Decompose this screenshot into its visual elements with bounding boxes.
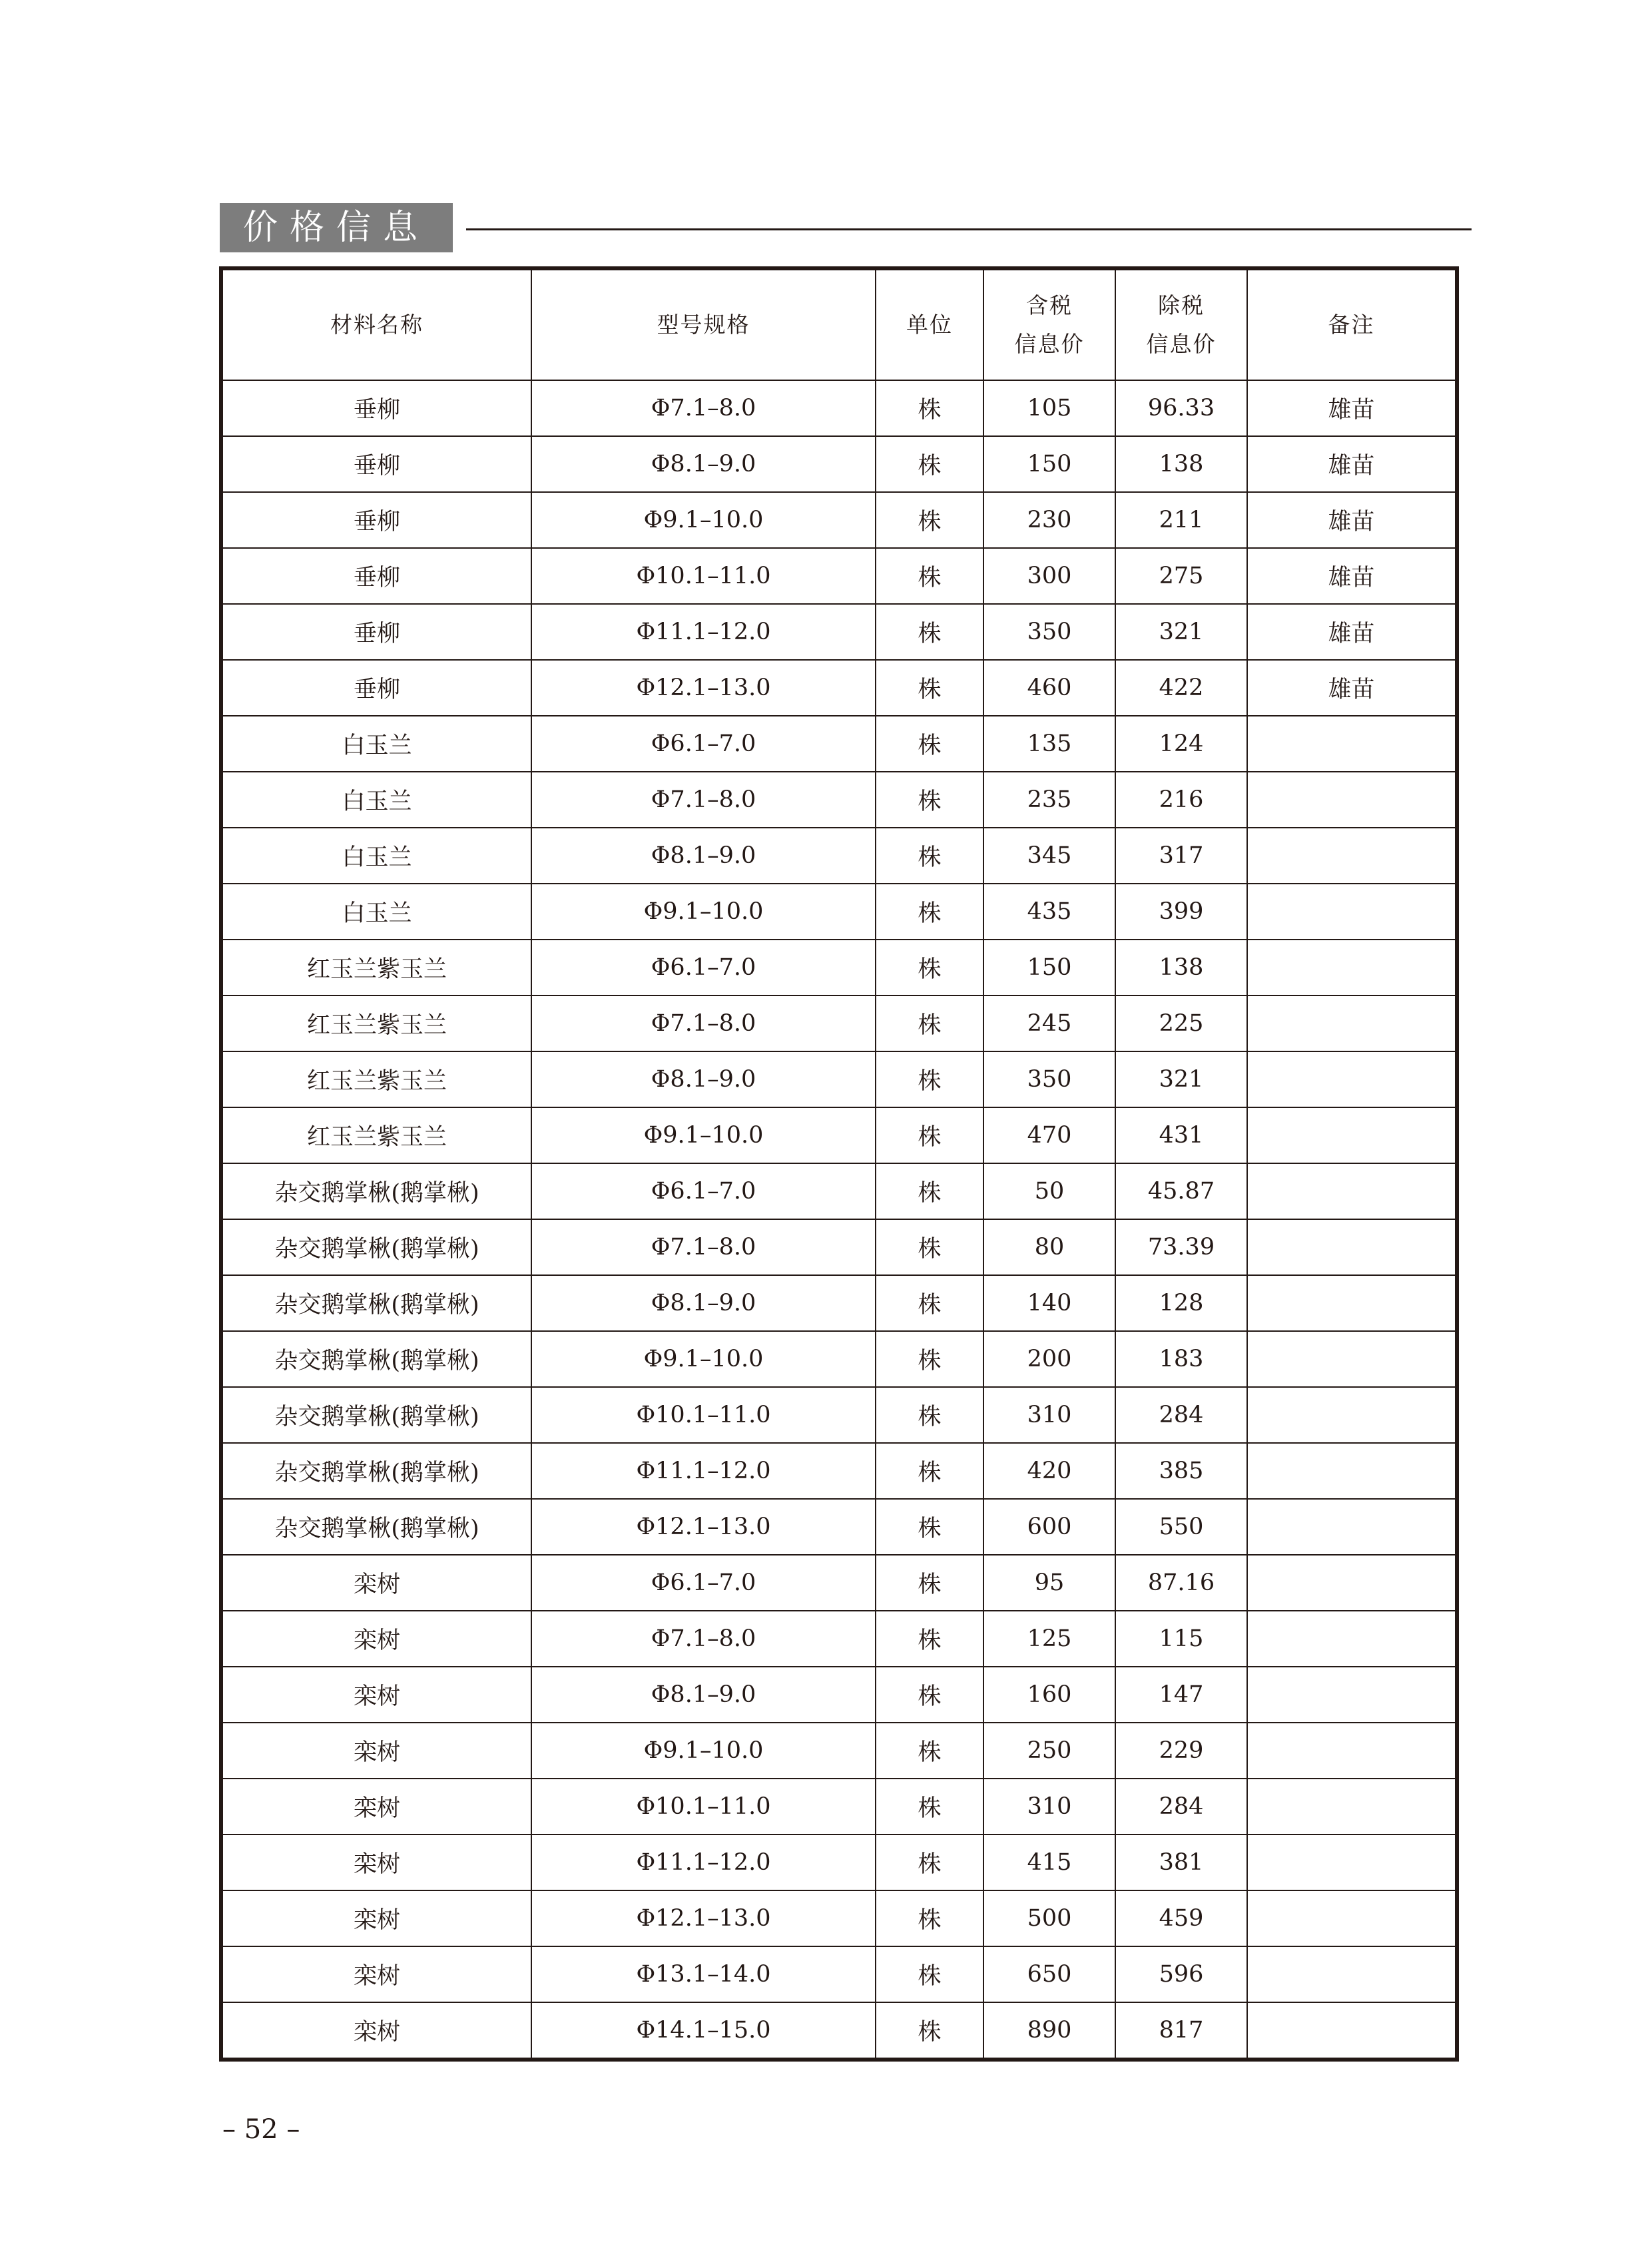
cell-note: [1247, 1051, 1457, 1107]
cell-price-without-tax: 73.39: [1115, 1219, 1247, 1275]
cell-price-without-tax: 431: [1115, 1107, 1247, 1163]
table-row: [221, 1051, 1457, 1107]
cell-note: [1247, 2002, 1457, 2060]
cell-price-without-tax: 399: [1115, 884, 1247, 940]
cell-name: 垂柳: [221, 380, 531, 436]
cell-price-with-tax: 310: [983, 1387, 1115, 1443]
cell-note: [1247, 1890, 1457, 1946]
table-row: [221, 1443, 1457, 1499]
cell-name: 白玉兰: [221, 828, 531, 884]
cell-spec: Φ13.1–14.0: [531, 1946, 876, 2002]
cell-spec: Φ14.1–15.0: [531, 2002, 876, 2060]
cell-price-without-tax: 459: [1115, 1890, 1247, 1946]
cell-note: 雄苗: [1247, 548, 1457, 604]
cell-price-with-tax: 50: [983, 1163, 1115, 1219]
cell-name: 栾树: [221, 2002, 531, 2060]
cell-spec: Φ9.1–10.0: [531, 492, 876, 548]
cell-note: [1247, 1275, 1457, 1331]
cell-price-with-tax: 890: [983, 2002, 1115, 2060]
cell-spec: Φ7.1–8.0: [531, 1219, 876, 1275]
table-row: [221, 716, 1457, 772]
cell-spec: Φ9.1–10.0: [531, 1107, 876, 1163]
cell-unit: 株: [876, 1890, 983, 1946]
cell-spec: Φ7.1–8.0: [531, 380, 876, 436]
cell-name: 红玉兰紫玉兰: [221, 995, 531, 1051]
cell-name: 红玉兰紫玉兰: [221, 940, 531, 995]
page-number: – 52 –: [222, 2114, 300, 2145]
cell-unit: 株: [876, 1107, 983, 1163]
cell-name: 垂柳: [221, 492, 531, 548]
cell-spec: Φ12.1–13.0: [531, 660, 876, 716]
cell-unit: 株: [876, 1219, 983, 1275]
cell-price-with-tax: 345: [983, 828, 1115, 884]
cell-price-with-tax: 350: [983, 604, 1115, 660]
cell-name: 杂交鹅掌楸(鹅掌楸): [221, 1219, 531, 1275]
cell-spec: Φ9.1–10.0: [531, 884, 876, 940]
section-divider: [466, 228, 1472, 230]
table-row: [221, 380, 1457, 436]
cell-price-without-tax: 422: [1115, 660, 1247, 716]
cell-note: [1247, 1499, 1457, 1555]
cell-price-with-tax: 105: [983, 380, 1115, 436]
cell-spec: Φ11.1–12.0: [531, 1835, 876, 1890]
cell-note: [1247, 716, 1457, 772]
cell-price-with-tax: 200: [983, 1331, 1115, 1387]
cell-unit: 株: [876, 1275, 983, 1331]
cell-price-without-tax: 317: [1115, 828, 1247, 884]
cell-name: 白玉兰: [221, 716, 531, 772]
table-row: [221, 1107, 1457, 1163]
cell-price-with-tax: 150: [983, 940, 1115, 995]
cell-price-with-tax: 135: [983, 716, 1115, 772]
cell-name: 垂柳: [221, 660, 531, 716]
cell-unit: 株: [876, 2002, 983, 2060]
cell-note: [1247, 1163, 1457, 1219]
cell-unit: 株: [876, 1779, 983, 1835]
cell-note: [1247, 1723, 1457, 1779]
cell-name: 杂交鹅掌楸(鹅掌楸): [221, 1163, 531, 1219]
cell-spec: Φ9.1–10.0: [531, 1331, 876, 1387]
cell-spec: Φ8.1–9.0: [531, 1051, 876, 1107]
cell-price-with-tax: 600: [983, 1499, 1115, 1555]
cell-price-with-tax: 150: [983, 436, 1115, 492]
cell-name: 杂交鹅掌楸(鹅掌楸): [221, 1443, 531, 1499]
cell-name: 杂交鹅掌楸(鹅掌楸): [221, 1499, 531, 1555]
table-row: [221, 995, 1457, 1051]
cell-note: [1247, 1555, 1457, 1611]
cell-name: 垂柳: [221, 436, 531, 492]
cell-name: 栾树: [221, 1723, 531, 1779]
cell-note: [1247, 772, 1457, 828]
cell-name: 栾树: [221, 1946, 531, 2002]
table-row: [221, 604, 1457, 660]
cell-spec: Φ8.1–9.0: [531, 1275, 876, 1331]
cell-price-with-tax: 160: [983, 1667, 1115, 1723]
table-row: [221, 1611, 1457, 1667]
cell-price-without-tax: 817: [1115, 2002, 1247, 2060]
cell-spec: Φ8.1–9.0: [531, 436, 876, 492]
cell-price-with-tax: 95: [983, 1555, 1115, 1611]
column-header-price-without-tax: [1115, 268, 1247, 380]
cell-name: 栾树: [221, 1667, 531, 1723]
cell-price-without-tax: 211: [1115, 492, 1247, 548]
cell-note: [1247, 940, 1457, 995]
cell-spec: Φ6.1–7.0: [531, 940, 876, 995]
cell-price-without-tax: 128: [1115, 1275, 1247, 1331]
table-body: [221, 380, 1457, 2060]
table-header-row: [221, 268, 1457, 380]
table-row: [221, 548, 1457, 604]
cell-note: [1247, 1946, 1457, 2002]
cell-unit: 株: [876, 380, 983, 436]
cell-spec: Φ10.1–11.0: [531, 548, 876, 604]
cell-price-with-tax: 125: [983, 1611, 1115, 1667]
cell-unit: 株: [876, 1387, 983, 1443]
cell-unit: 株: [876, 995, 983, 1051]
table-row: [221, 1331, 1457, 1387]
cell-price-without-tax: 381: [1115, 1835, 1247, 1890]
cell-spec: Φ7.1–8.0: [531, 772, 876, 828]
cell-unit: 株: [876, 1611, 983, 1667]
cell-price-without-tax: 138: [1115, 436, 1247, 492]
cell-name: 栾树: [221, 1890, 531, 1946]
table-row: [221, 2002, 1457, 2060]
cell-price-without-tax: 87.16: [1115, 1555, 1247, 1611]
cell-price-without-tax: 147: [1115, 1667, 1247, 1723]
cell-price-without-tax: 229: [1115, 1723, 1247, 1779]
cell-price-without-tax: 225: [1115, 995, 1247, 1051]
cell-unit: 株: [876, 660, 983, 716]
cell-price-with-tax: 415: [983, 1835, 1115, 1890]
cell-price-without-tax: 385: [1115, 1443, 1247, 1499]
cell-price-with-tax: 470: [983, 1107, 1115, 1163]
cell-note: [1247, 995, 1457, 1051]
table-row: [221, 940, 1457, 995]
cell-spec: Φ6.1–7.0: [531, 1555, 876, 1611]
cell-name: 栾树: [221, 1779, 531, 1835]
cell-price-with-tax: 350: [983, 1051, 1115, 1107]
cell-spec: Φ10.1–11.0: [531, 1387, 876, 1443]
cell-spec: Φ12.1–13.0: [531, 1890, 876, 1946]
cell-name: 栾树: [221, 1555, 531, 1611]
column-header-unit: 单位: [876, 268, 983, 380]
column-header-spec: 型号规格: [531, 268, 876, 380]
cell-spec: Φ7.1–8.0: [531, 1611, 876, 1667]
cell-name: 栾树: [221, 1835, 531, 1890]
table-row: [221, 1163, 1457, 1219]
column-header-price-with-tax: [983, 268, 1115, 380]
cell-note: [1247, 1611, 1457, 1667]
cell-unit: 株: [876, 436, 983, 492]
table-row: [221, 1499, 1457, 1555]
cell-price-without-tax: 321: [1115, 1051, 1247, 1107]
cell-unit: 株: [876, 604, 983, 660]
cell-spec: Φ11.1–12.0: [531, 604, 876, 660]
cell-note: [1247, 1387, 1457, 1443]
cell-price-without-tax: 115: [1115, 1611, 1247, 1667]
table-row: [221, 1219, 1457, 1275]
cell-note: 雄苗: [1247, 380, 1457, 436]
cell-note: [1247, 1219, 1457, 1275]
header-line: 除税: [1158, 292, 1205, 318]
cell-note: [1247, 828, 1457, 884]
table-row: [221, 1275, 1457, 1331]
table-row: [221, 1946, 1457, 2002]
cell-name: 红玉兰紫玉兰: [221, 1107, 531, 1163]
cell-note: [1247, 1835, 1457, 1890]
cell-unit: 株: [876, 1051, 983, 1107]
cell-price-with-tax: 235: [983, 772, 1115, 828]
cell-price-without-tax: 321: [1115, 604, 1247, 660]
table-row: [221, 772, 1457, 828]
cell-price-with-tax: 140: [983, 1275, 1115, 1331]
cell-name: 垂柳: [221, 548, 531, 604]
table-row: [221, 1779, 1457, 1835]
cell-note: [1247, 884, 1457, 940]
header-line: 信息价: [1014, 331, 1085, 357]
section-title: 价格信息: [220, 203, 453, 252]
cell-note: [1247, 1667, 1457, 1723]
cell-unit: 株: [876, 548, 983, 604]
cell-name: 栾树: [221, 1611, 531, 1667]
cell-spec: Φ10.1–11.0: [531, 1779, 876, 1835]
cell-spec: Φ7.1–8.0: [531, 995, 876, 1051]
cell-spec: Φ9.1–10.0: [531, 1723, 876, 1779]
cell-price-without-tax: 216: [1115, 772, 1247, 828]
cell-price-without-tax: 596: [1115, 1946, 1247, 2002]
cell-unit: 株: [876, 1499, 983, 1555]
cell-price-without-tax: 138: [1115, 940, 1247, 995]
price-table: [219, 266, 1459, 2062]
header-line: 信息价: [1146, 331, 1217, 357]
table-row: [221, 492, 1457, 548]
cell-unit: 株: [876, 492, 983, 548]
cell-spec: Φ6.1–7.0: [531, 1163, 876, 1219]
cell-price-with-tax: 230: [983, 492, 1115, 548]
cell-unit: 株: [876, 884, 983, 940]
cell-price-with-tax: 650: [983, 1946, 1115, 2002]
cell-price-without-tax: 45.87: [1115, 1163, 1247, 1219]
cell-spec: Φ6.1–7.0: [531, 716, 876, 772]
cell-price-without-tax: 284: [1115, 1387, 1247, 1443]
cell-name: 杂交鹅掌楸(鹅掌楸): [221, 1387, 531, 1443]
cell-name: 垂柳: [221, 604, 531, 660]
cell-note: 雄苗: [1247, 660, 1457, 716]
cell-price-with-tax: 80: [983, 1219, 1115, 1275]
cell-unit: 株: [876, 1555, 983, 1611]
cell-price-with-tax: 245: [983, 995, 1115, 1051]
cell-price-with-tax: 460: [983, 660, 1115, 716]
cell-price-with-tax: 310: [983, 1779, 1115, 1835]
cell-unit: 株: [876, 1946, 983, 2002]
section-header: [220, 203, 1472, 252]
cell-unit: 株: [876, 772, 983, 828]
cell-spec: Φ12.1–13.0: [531, 1499, 876, 1555]
cell-spec: Φ8.1–9.0: [531, 828, 876, 884]
cell-unit: 株: [876, 1443, 983, 1499]
table-row: [221, 1667, 1457, 1723]
cell-name: 白玉兰: [221, 884, 531, 940]
cell-unit: 株: [876, 1667, 983, 1723]
column-header-name: 材料名称: [221, 268, 531, 380]
cell-price-with-tax: 435: [983, 884, 1115, 940]
table-row: [221, 1723, 1457, 1779]
cell-note: 雄苗: [1247, 604, 1457, 660]
cell-price-without-tax: 550: [1115, 1499, 1247, 1555]
cell-unit: 株: [876, 1723, 983, 1779]
cell-name: 杂交鹅掌楸(鹅掌楸): [221, 1331, 531, 1387]
cell-name: 白玉兰: [221, 772, 531, 828]
column-header-note: 备注: [1247, 268, 1457, 380]
table-row: [221, 1555, 1457, 1611]
cell-price-without-tax: 284: [1115, 1779, 1247, 1835]
table-row: [221, 660, 1457, 716]
cell-price-with-tax: 500: [983, 1890, 1115, 1946]
cell-price-with-tax: 420: [983, 1443, 1115, 1499]
cell-spec: Φ11.1–12.0: [531, 1443, 876, 1499]
table-row: [221, 1387, 1457, 1443]
cell-price-with-tax: 250: [983, 1723, 1115, 1779]
cell-price-without-tax: 275: [1115, 548, 1247, 604]
cell-unit: 株: [876, 1331, 983, 1387]
cell-note: [1247, 1107, 1457, 1163]
cell-note: 雄苗: [1247, 436, 1457, 492]
cell-unit: 株: [876, 1835, 983, 1890]
cell-note: [1247, 1443, 1457, 1499]
cell-unit: 株: [876, 716, 983, 772]
cell-price-without-tax: 124: [1115, 716, 1247, 772]
cell-price-without-tax: 183: [1115, 1331, 1247, 1387]
cell-note: [1247, 1331, 1457, 1387]
cell-price-without-tax: 96.33: [1115, 380, 1247, 436]
cell-name: 杂交鹅掌楸(鹅掌楸): [221, 1275, 531, 1331]
table-row: [221, 828, 1457, 884]
table-row: [221, 1835, 1457, 1890]
cell-note: 雄苗: [1247, 492, 1457, 548]
cell-unit: 株: [876, 1163, 983, 1219]
cell-price-with-tax: 300: [983, 548, 1115, 604]
cell-note: [1247, 1779, 1457, 1835]
table-row: [221, 884, 1457, 940]
cell-unit: 株: [876, 940, 983, 995]
cell-unit: 株: [876, 828, 983, 884]
table-row: [221, 436, 1457, 492]
table-row: [221, 1890, 1457, 1946]
header-line: 含税: [1026, 292, 1073, 318]
cell-spec: Φ8.1–9.0: [531, 1667, 876, 1723]
cell-name: 红玉兰紫玉兰: [221, 1051, 531, 1107]
